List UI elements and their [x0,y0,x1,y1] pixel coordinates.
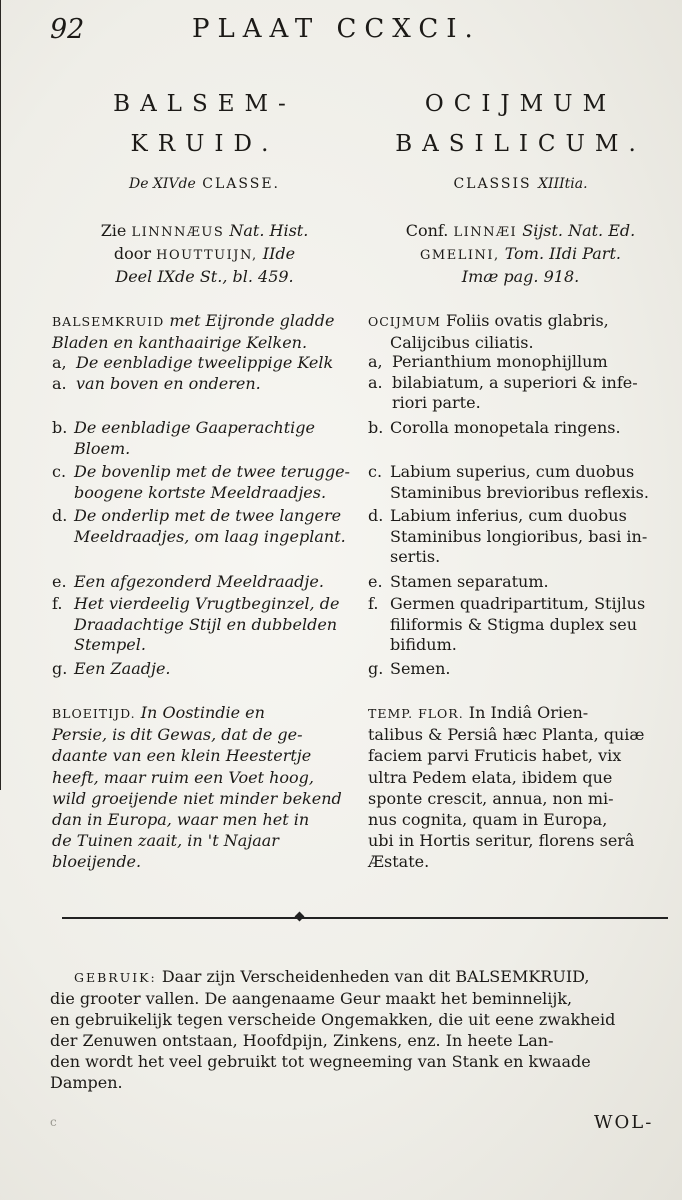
rule-ornament [295,912,305,922]
left-flowering-lead: BLOEITIJD. [52,706,136,721]
item-line: Semen. [390,659,451,678]
left-definition [52,310,357,353]
right-column-heading [368,84,673,164]
item-line: bilabiatum, a superiori & infe- [392,372,638,392]
right-ref-work: Sijst. Nat. Ed. [522,221,636,240]
item-line: Labium superius, cum duobus [390,462,635,481]
paragraph-line: Persie, is dit Gewas, dat de ge- [52,725,303,745]
paragraph-line: nus cognita, quam in Europa, [368,810,608,830]
paragraph-line: de Tuinen zaait, in 't Najaar [52,831,279,851]
item-line: Bloem. [74,438,131,458]
left-item-e [52,572,324,593]
item-key: b. [52,418,68,437]
item-line: filiformis & Stigma duplex seu [390,614,638,634]
right-definition [368,310,673,353]
item-key: e. [52,572,67,591]
paragraph-line: en gebruikelijk tegen verscheide Ongemakken, die uit eene zwakheid [50,1010,616,1029]
item-line: De eenbladige tweelippige Kelk [76,353,334,372]
item-key: a, a. [52,353,67,393]
paragraph-line: bloeijende. [52,852,142,872]
right-class-word: CLASSIS [453,176,532,192]
item-line: riori parte. [392,393,481,412]
item-line: Labium inferius, cum duobus [390,506,627,525]
paragraph-line: Daar zijn Verscheidenheden van dit BALSEMKRUID, [161,967,590,986]
paragraph-line: sponte crescit, annua, non mi- [368,788,614,808]
paragraph-line: talibus & Persiâ hæc Planta, quiæ [368,725,645,745]
paragraph-line: dan in Europa, waar men het in [52,810,310,830]
paragraph-line: In Indiâ Orien- [468,703,589,722]
item-line: Corolla monopetala ringens. [390,418,621,437]
right-class-post: XIIItia. [538,176,588,192]
left-definition-line-1: met Eijronde gladde [169,311,335,330]
horizontal-rule [62,917,668,919]
paragraph-line: ultra Pedem elata, ibidem que [368,767,613,787]
paragraph-line: die grooter vallen. De aangenaame Geur maakt het beminnelijk, [50,989,573,1008]
paragraph-line: den wordt het veel gebruikt tot wegneeming van Stank en kwaade [50,1052,591,1071]
left-title-line-2: KRUID. [130,131,279,157]
right-class-line [368,176,673,192]
paragraph-line: der Zenuwen ontstaan, Hoofdpijn, Zinkens, enz. In heete Lan- [50,1031,554,1050]
item-line: boogene kortste Meeldraadjes. [74,482,327,502]
right-item-g [368,659,450,680]
left-class-line [52,176,357,192]
item-line: Een afgezonderd Meeldraadje. [74,572,324,591]
item-line: De eenbladige Gaaperachtige [74,418,315,437]
left-ref-work: Nat. Hist. [229,221,309,240]
catchword: WOL- [594,1112,654,1133]
left-flowering-paragraph [52,702,357,873]
right-reference [368,220,673,287]
right-flowering-lead: TEMP. FLOR. [368,706,464,721]
left-class-pre: De XIVde [128,176,196,192]
left-item-g [52,659,171,680]
item-line: Een Zaadje. [74,659,171,678]
right-item-e [368,572,549,593]
right-definition-lead: OCIJMUM [368,314,441,329]
item-key: f. [368,594,379,613]
left-ref-zie: Zie [100,221,127,240]
left-item-a [52,353,333,394]
right-ref-page: Imæ pag. 918. [461,267,580,286]
left-ref-author: LINNNÆUS [131,225,225,240]
right-item-f [368,594,645,656]
left-item-d [52,506,346,547]
paragraph-line: Dampen. [50,1073,123,1092]
left-column-heading [52,84,357,164]
item-key: e. [368,572,383,591]
right-title-line-2: BASILICUM. [395,131,646,157]
item-line: van boven en onderen. [76,373,261,393]
right-ref-part: Tom. IIdi Part. [504,244,621,263]
item-line: De bovenlip met de twee terugge- [74,462,350,481]
item-line: sertis. [390,547,441,566]
left-item-f [52,594,339,656]
item-line: Staminibus brevioribus reflexis. [390,482,649,502]
item-line: De onderlip met de twee langere [74,506,342,525]
right-definition-line-1: Foliis ovatis glabris, [446,311,609,330]
item-key: d. [52,506,68,525]
item-line: Meeldraadjes, om laag ingeplant. [74,526,346,546]
item-key: c. [52,462,67,481]
item-line: Het vierdeelig Vrugtbeginzel, de [74,594,340,613]
paragraph-line: Æstate. [368,852,430,872]
page-number: 92 [50,14,85,45]
item-key: b. [368,418,384,437]
left-class-word: CLASSE. [202,176,280,192]
right-flowering-paragraph [368,702,673,873]
usage-paragraph [50,966,670,1093]
left-ref-translator: HOUTTUIJN, [156,248,258,263]
right-item-a [368,352,638,414]
running-head: PLAAT CCXCI. [192,14,481,44]
signature-mark: c [50,1115,57,1129]
paragraph-line: In Oostindie en [140,703,265,722]
right-item-d [368,506,647,568]
paragraph-line: daante van een klein Heestertje [52,746,312,766]
paragraph-line: wild groeijende niet minder bekend [52,788,342,808]
right-item-c [368,462,649,503]
paragraph-line: heeft, maar ruim een Voet hoog, [52,767,315,787]
right-ref-editor: GMELINI, [420,248,500,263]
left-definition-lead: BALSEMKRUID [52,314,165,329]
item-key: g. [52,659,68,678]
item-line: Germen quadripartitum, Stijlus [390,594,646,613]
item-line: Perianthium monophijllum [392,352,608,371]
left-item-b [52,418,315,459]
item-line: Stempel. [74,635,146,654]
item-line: Staminibus longioribus, basi in- [390,526,648,546]
right-ref-conf: Conf. [405,221,449,240]
item-line: Stamen separatum. [390,572,549,591]
right-ref-author: LINNÆI [453,225,518,240]
usage-lead: GEBRUIK: [74,970,157,985]
right-definition-line-2: Calijcibus ciliatis. [390,333,534,352]
left-ref-door: door [113,244,152,263]
left-ref-volume: Deel IXde St., bl. 459. [115,267,294,286]
paragraph-line: faciem parvi Fruticis habet, vix [368,746,622,766]
item-key: d. [368,506,384,525]
left-ref-part: IIde [262,244,296,263]
paragraph-line: ubi in Hortis seritur, florens serâ [368,831,635,851]
item-key: a, a. [368,352,383,392]
column-divider [0,0,1,790]
item-line: bifidum. [390,635,457,654]
right-item-b [368,418,621,439]
item-line: Draadachtige Stijl en dubbelden [74,614,338,634]
item-key: f. [52,594,63,613]
item-key: c. [368,462,383,481]
left-reference [52,220,357,287]
left-definition-line-2: Bladen en kanthaairige Kelken. [52,333,308,352]
item-key: g. [368,659,384,678]
right-title-line-1: OCIJMUM [424,91,617,117]
left-title-line-1: BALSEM- [113,91,296,117]
left-item-c [52,462,350,503]
